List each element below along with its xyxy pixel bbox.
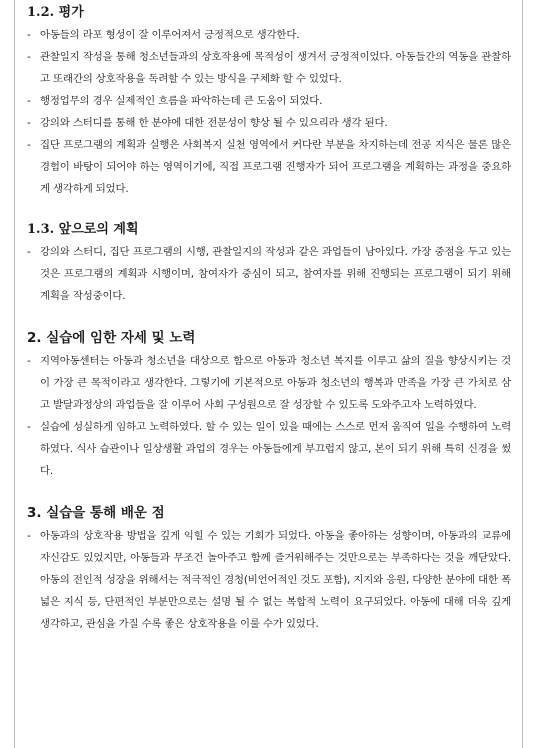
right-margin-line: [522, 0, 523, 748]
list-item-text: 지역아동센터는 아동과 청소년을 대상으로 함으로 아동과 청소년 복지를 이루고 삶의 질을 향상시키는 것이 가장 큰 목적이라고 생각한다. 그렇기에 기본적으로 아동과 청소년의 행복과 만족을 가장 큰 가치로 삼고 발달과정상의 과업들을 잘 이루어 사회 구성원으로 잘 성장할 수 있도록 도와주고자 노력하였다.: [40, 355, 511, 411]
bullet-dash: -: [27, 355, 31, 367]
list-item: [27, 90, 511, 112]
list-item-text: 아동들의 라포 형성이 잘 이루어져서 긍정적으로 생각한다.: [40, 29, 300, 41]
bullet-dash: -: [27, 421, 31, 433]
list-item: [27, 24, 511, 46]
list-item-text: 아동과의 상호작용 방법을 깊게 익힐 수 있는 기회가 되었다. 아동을 좋아하는 성향이며, 아동과의 교류에 자신감도 있었지만, 아동들과 무조건 놀아주고 함께 즐거워해주는 것만으로는 부족하다는 것을 깨닫았다. 아동의 전인적 성장을 위해서는 적극적인 경청(비언어적인 것도 포함), 지지와 응원, 다양한 분야에 대한 폭넓은 지식 등, 단편적인 부분만으로는 설명 될 수 없는 복합적 노력이 요구되었다. 아동에 대해 더욱 깊게 생각하고, 관심을 가질 수록 좋은 상호작용을 이룰 수가 있었다.: [40, 530, 511, 630]
list-item: [27, 241, 511, 307]
bullet-list: [27, 525, 511, 635]
list-item: [27, 134, 511, 200]
list-item: [27, 350, 511, 416]
section-heading: 1.3. 앞으로의 계획: [27, 222, 139, 237]
section-attitude-effort: [27, 326, 511, 482]
bullet-list: [27, 241, 511, 307]
bullet-list: [27, 350, 511, 482]
section-heading: 2. 실습에 임한 자세 및 노력: [27, 330, 196, 346]
bullet-dash: -: [27, 530, 31, 542]
bullet-list: [27, 24, 511, 200]
section-lessons-learned: [27, 501, 511, 635]
bullet-dash: -: [27, 51, 31, 63]
bullet-dash: -: [27, 29, 31, 41]
section-heading: 3. 실습을 통해 배운 점: [27, 505, 165, 521]
list-item-text: 행정업무의 경우 실제적인 흐름을 파악하는데 큰 도움이 되었다.: [40, 95, 323, 107]
document-body: [27, 2, 511, 635]
list-item-text: 강의와 스터디, 집단 프로그램의 시행, 관찰일지의 작성과 같은 과업들이 남아있다. 가장 중점을 두고 있는 것은 프로그램의 계획과 시행이며, 참여자가 중심이 되고, 참여자를 위해 진행되는 프로그램이 되기 위해 계획을 작성중이다.: [40, 246, 511, 302]
section-heading: 1.2. 평가: [27, 5, 84, 20]
list-item: [27, 46, 511, 90]
section-evaluation: [27, 2, 511, 200]
bullet-dash: -: [27, 117, 31, 129]
bullet-dash: -: [27, 139, 31, 151]
bullet-dash: -: [27, 246, 31, 258]
list-item-text: 집단 프로그램의 계획과 실행은 사회복지 실천 영역에서 커다란 부분을 차지하는데 전공 지식은 물론 많은 경험이 바탕이 되어야 하는 영역이기에, 직접 프로그램 진행자가 되어 프로그램을 계획하는 과정을 중요하게 생각하게 되었다.: [40, 139, 511, 195]
list-item: [27, 112, 511, 134]
list-item-text: 관찰일지 작성을 통해 청소년들과의 상호작용에 목적성이 생겨서 긍정적이었다. 아동들간의 역동을 관찰하고 또래간의 상호작용을 독려할 수 있는 방식을 구체화 할 수 있었다.: [40, 51, 511, 85]
left-margin-line: [14, 0, 15, 748]
section-future-plan: [27, 219, 511, 307]
list-item-text: 실습에 성실하게 임하고 노력하였다. 할 수 있는 일이 있을 때에는 스스로 먼저 움직여 일을 수행하여 노력하였다. 식사 습관이나 일상생활 과업의 경우는 아동들에게 부끄럽지 않고, 본이 되기 위해 특히 신경을 썼다.: [40, 421, 511, 477]
list-item: [27, 525, 511, 635]
bullet-dash: -: [27, 95, 31, 107]
list-item: [27, 416, 511, 482]
list-item-text: 강의와 스터디를 통해 한 분야에 대한 전문성이 향상 될 수 있으리라 생각 된다.: [40, 117, 388, 129]
